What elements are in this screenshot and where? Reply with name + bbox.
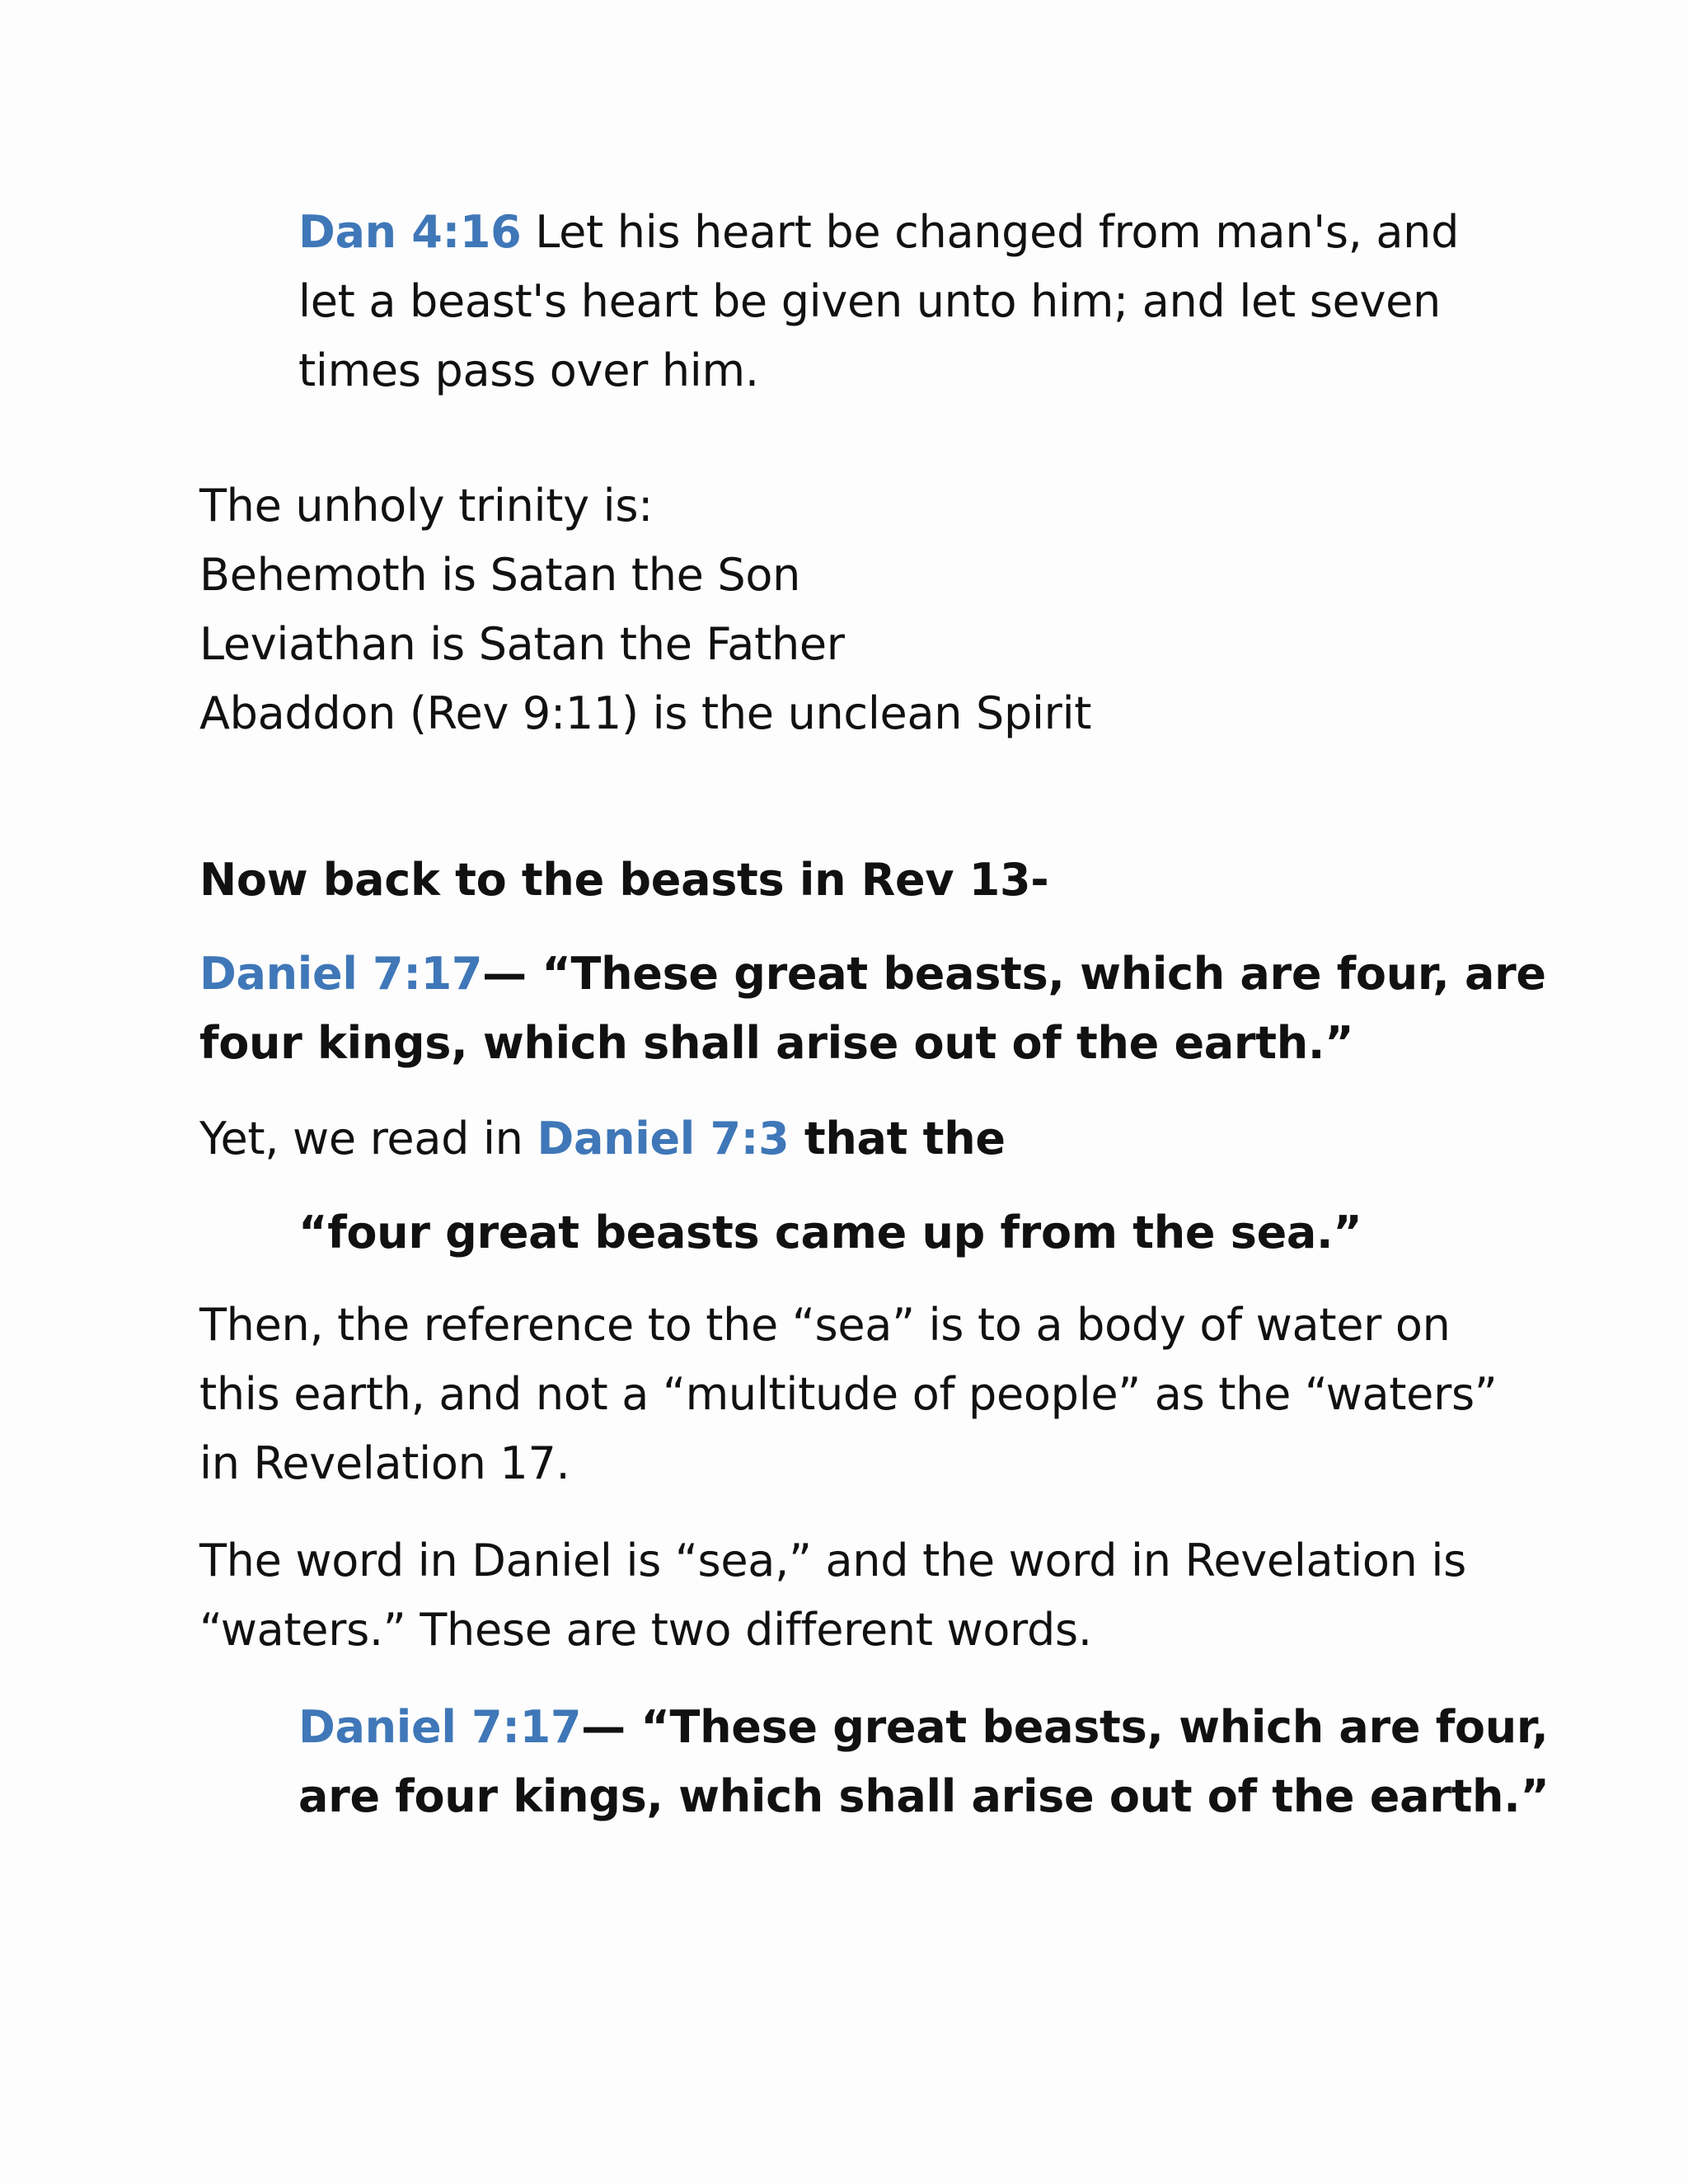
verse-line: let a beast's heart be given unto him; and let seven xyxy=(298,275,1441,327)
intro-prefix: Yet, we read in xyxy=(199,1113,537,1165)
trinity-item-leviathan: Leviathan is Satan the Father xyxy=(199,618,845,670)
heading-text: Now back to the beasts in Rev 13- xyxy=(199,854,1049,906)
trinity-item-behemoth: Behemoth is Satan the Son xyxy=(199,549,801,601)
scripture-reference: Daniel 7:17 xyxy=(199,948,483,1000)
scripture-reference: Daniel 7:3 xyxy=(537,1113,790,1165)
paragraph-line: this earth, and not a “multitude of people” as the “waters” xyxy=(199,1368,1498,1420)
intro-suffix: that the xyxy=(789,1113,1006,1165)
sea-paragraph xyxy=(199,1291,1497,1498)
trinity-intro: The unholy trinity is: xyxy=(199,480,654,532)
verse-dan-4-16 xyxy=(298,198,1459,405)
quote-text: “four great beasts came up from the sea.” xyxy=(298,1207,1362,1258)
scripture-reference: Dan 4:16 xyxy=(298,206,522,258)
intro-line xyxy=(199,1104,1006,1174)
verse-line: are four kings, which shall arise out of the earth.” xyxy=(298,1770,1550,1822)
paragraph-line: The word in Daniel is “sea,” and the word in Revelation is xyxy=(199,1535,1466,1586)
verse-daniel-7-17-first xyxy=(199,940,1546,1078)
trinity-item-abaddon: Abaddon (Rev 9:11) is the unclean Spirit xyxy=(199,687,1092,739)
verse-line xyxy=(298,1693,1550,1762)
verse-text: — “These great beasts, which are four, are xyxy=(482,948,1546,1000)
paragraph-line: Then, the reference to the “sea” is to a body of water on xyxy=(199,1299,1451,1351)
section-heading xyxy=(199,846,1048,915)
verse-line: times pass over him. xyxy=(298,344,759,396)
quote-four-great-beasts xyxy=(298,1198,1362,1268)
paragraph-line: in Revelation 17. xyxy=(199,1437,570,1489)
verse-line xyxy=(199,940,1546,1009)
verse-daniel-7-17-second xyxy=(298,1693,1550,1831)
verse-text: Let his heart be changed from man's, and xyxy=(521,206,1460,258)
verse-text: — “These great beasts, which are four, xyxy=(581,1701,1549,1753)
paragraph-line: “waters.” These are two different words. xyxy=(199,1604,1092,1656)
verse-line xyxy=(298,198,1459,267)
words-paragraph xyxy=(199,1526,1466,1665)
daniel-7-3-intro xyxy=(199,1104,1006,1174)
verse-line: four kings, which shall arise out of the earth.” xyxy=(199,1017,1354,1069)
unholy-trinity-block xyxy=(199,471,1091,748)
scripture-reference: Daniel 7:17 xyxy=(298,1701,582,1753)
